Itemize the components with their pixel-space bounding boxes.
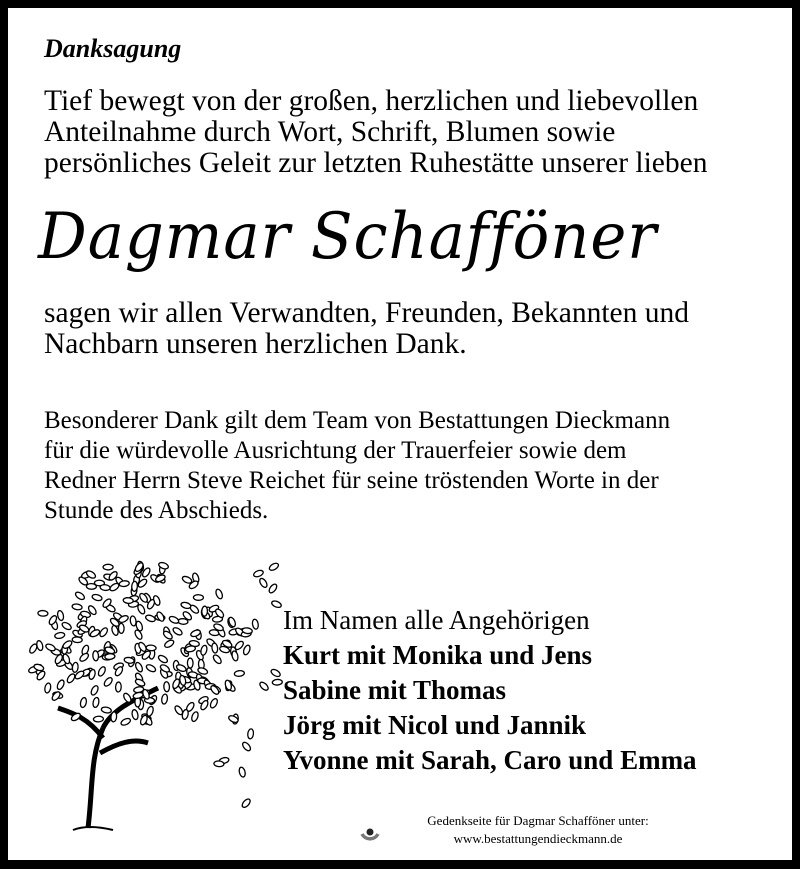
leaf-mark [136, 604, 146, 615]
leaf-mark [74, 591, 85, 601]
leaf-mark [101, 706, 112, 713]
leaf-mark [209, 698, 219, 709]
leaf-mark [145, 614, 156, 623]
leaf-mark [268, 583, 278, 594]
thanks-text [44, 298, 689, 360]
leaf-mark [161, 694, 168, 705]
leaf-mark [271, 600, 282, 609]
thanks-line: sagen wir allen Verwandten, Freunden, Bekannten und [44, 297, 689, 329]
leaf-mark [122, 692, 132, 703]
leaf-mark [157, 654, 168, 664]
leaf-mark [80, 697, 88, 708]
leaf-mark [57, 610, 65, 621]
leaf-mark [72, 637, 82, 643]
leaf-mark [72, 603, 83, 610]
leaf-mark [44, 683, 52, 694]
leaf-mark [56, 679, 65, 690]
leaf-mark [241, 798, 252, 809]
leaf-mark [174, 705, 184, 716]
windblown-tree-illustration [18, 538, 288, 838]
leaf-mark [242, 627, 253, 634]
leaf-mark [209, 684, 220, 695]
special-line: Besonderer Dank gilt dem Team von Bestattungen Dieckmann [44, 407, 671, 434]
family-signature [283, 603, 697, 778]
leaf-mark [119, 580, 130, 587]
leaf-mark [202, 606, 208, 616]
leaf-mark [51, 690, 62, 701]
footer-line: Gedenkseite für Dagmar Schafföner unter: [427, 813, 649, 828]
leaf-mark [90, 685, 100, 696]
deceased-name: Dagmar Schafföner [38, 200, 658, 274]
leaf-mark [146, 706, 155, 717]
leaf-mark [200, 645, 208, 656]
intro-text [44, 86, 708, 179]
intro-line: persönliches Geleit zur letzten Ruhestätte unserer lieben [44, 147, 708, 179]
intro-line: Tief bewegt von der großen, herzlichen und liebevollen [44, 85, 699, 117]
special-thanks-text [44, 406, 670, 526]
leaf-mark [61, 621, 72, 631]
special-line: Redner Herrn Steve Reichet für seine tröstenden Worte in der [44, 467, 659, 494]
leaf-mark [180, 601, 191, 609]
leaf-mark [162, 630, 173, 641]
leaf-mark [242, 644, 251, 655]
leaf-mark [176, 663, 187, 672]
leaf-mark [105, 653, 115, 659]
leaf-mark [211, 643, 218, 654]
leaf-mark [145, 663, 156, 673]
leaf-mark [134, 661, 144, 672]
heading: Danksagung [44, 34, 182, 63]
leaf-mark [100, 584, 111, 591]
leaf-mark [272, 679, 282, 685]
leaf-mark [214, 761, 224, 767]
leaf-mark [241, 741, 252, 752]
leaf-mark [62, 639, 73, 649]
leaf-mark [234, 670, 245, 677]
leaf-mark [79, 652, 90, 663]
leaf-mark [168, 615, 179, 624]
memorial-logo-icon [358, 820, 382, 846]
family-member: Kurt mit Monika und Jens [283, 640, 593, 670]
leaf-mark [258, 577, 268, 588]
leaf-mark [38, 610, 48, 616]
family-member: Yvonne mit Sarah, Caro und Emma [283, 745, 697, 775]
leaf-mark [66, 673, 76, 684]
leaf-mark [146, 645, 156, 651]
leaf-mark [247, 729, 254, 740]
leaf-mark [86, 583, 96, 589]
special-line: für die würdevolle Ausrichtung der Trauerfeier sowie dem [44, 437, 627, 464]
leaf-mark [91, 593, 102, 601]
leaf-mark [268, 562, 279, 572]
leaf-mark [110, 712, 117, 723]
leaf-mark [270, 668, 281, 678]
leaf-mark [72, 662, 79, 673]
leaf-mark [103, 676, 114, 687]
family-member: Sabine mit Thomas [283, 675, 507, 705]
leaf-mark [258, 681, 269, 692]
leaf-mark [103, 564, 113, 570]
leaf-mark [252, 619, 259, 630]
leaf-mark [93, 651, 99, 661]
leaf-mark [212, 654, 223, 665]
leaf-mark [164, 682, 170, 692]
leaf-mark [163, 639, 174, 649]
leaf-mark [238, 767, 246, 778]
memorial-website-link[interactable]: www.bestattungendieckmann.de [453, 831, 623, 846]
intro-line: Anteilnahme durch Wort, Schrift, Blumen sowie [44, 116, 616, 148]
special-line: Stunde des Abschieds. [44, 497, 269, 524]
leaf-mark [115, 682, 121, 692]
leaf-mark [97, 666, 107, 677]
leaf-mark [234, 640, 245, 651]
leaf-mark [92, 697, 100, 708]
leaf-mark [123, 597, 133, 603]
leaf-mark [93, 716, 103, 722]
leaf-mark [45, 643, 56, 652]
family-intro: Im Namen alle Angehörigen [283, 605, 590, 635]
leaf-mark [172, 626, 183, 636]
leaf-mark [215, 588, 224, 599]
leaf-mark [156, 611, 166, 622]
leaf-mark [193, 595, 203, 601]
leaf-mark [54, 632, 65, 639]
leaf-mark [120, 717, 131, 726]
thanks-line: Nachbarn unseren herzlichen Dank. [44, 328, 467, 360]
leaf-mark [131, 709, 139, 720]
leaf-mark [191, 711, 200, 722]
leaf-mark [131, 581, 137, 591]
leaf-mark [36, 640, 44, 651]
leaf-mark [231, 650, 239, 661]
leaf-mark [134, 678, 145, 687]
leaf-mark [253, 569, 264, 578]
family-member: Jörg mit Nicol und Jannik [283, 710, 587, 740]
leaf-mark [187, 658, 193, 668]
